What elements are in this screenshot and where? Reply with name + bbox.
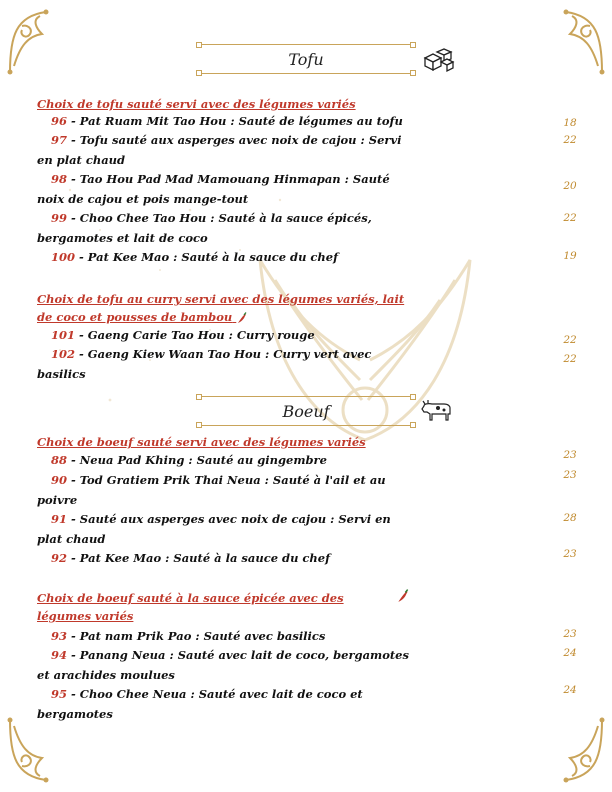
item-description: - Pat Ruam Mit Tao Hou : Sauté de légumes au tofu: [67, 114, 403, 128]
item-description: - Choo Chee Tao Hou : Sauté à la sauce épicés, bergamotes et lait de coco: [37, 211, 372, 245]
chili-pepper-icon: [396, 588, 410, 604]
menu-item: [37, 345, 417, 384]
item-description: - Tao Hou Pad Mad Mamouang Hinmapan : Sauté noix de cajou et pois mange-tout: [37, 172, 390, 206]
item-price: 22: [563, 212, 577, 224]
item-number: 93: [51, 629, 68, 643]
item-number: 100: [51, 250, 76, 264]
menu-item: [37, 471, 417, 510]
chili-pepper-icon: [236, 312, 248, 324]
menu-item: [37, 326, 417, 346]
item-number: 94: [51, 648, 68, 662]
item-price: 28: [563, 512, 577, 524]
group-heading: Choix de boeuf sauté à la sauce épicée avec des légumes variés: [37, 591, 344, 623]
item-number: 91: [51, 512, 68, 526]
cow-icon: [420, 396, 454, 424]
menu-item: [37, 685, 417, 724]
item-description: - Gaeng Carie Tao Hou : Curry rouge: [75, 328, 315, 342]
item-number: 99: [51, 211, 68, 225]
item-description: - Panang Neua : Sauté avec lait de coco, bergamotes et arachides moulues: [37, 648, 409, 682]
menu-item: [37, 209, 417, 248]
item-price: 23: [563, 469, 577, 481]
item-price: 22: [563, 353, 577, 365]
item-price: 22: [563, 134, 577, 146]
tofu-cubes-icon: [422, 46, 456, 74]
item-price: 22: [563, 334, 577, 346]
corner-ornament-icon: [536, 716, 606, 786]
group-heading: Choix de tofu sauté servi avec des légumes variés: [37, 97, 356, 111]
item-price: 18: [563, 117, 577, 129]
item-number: 102: [51, 347, 76, 361]
menu-item: [37, 248, 417, 268]
item-description: - Gaeng Kiew Waan Tao Hou : Curry vert avec basilics: [37, 347, 372, 381]
corner-ornament-icon: [536, 6, 606, 76]
section-header-boeuf: [196, 394, 416, 428]
item-number: 101: [51, 328, 76, 342]
item-price: 24: [563, 647, 577, 659]
item-price: 23: [563, 548, 577, 560]
item-description: - Sauté aux asperges avec noix de cajou : Servi en plat chaud: [37, 512, 391, 546]
item-number: 92: [51, 551, 68, 565]
menu-item: [37, 112, 417, 132]
item-price: 20: [563, 180, 577, 192]
item-price: 19: [563, 250, 577, 262]
item-description: - Pat Kee Mao : Sauté à la sauce du chef: [67, 551, 331, 565]
corner-ornament-icon: [6, 716, 76, 786]
corner-ornament-icon: [6, 6, 76, 76]
menu-item: [37, 549, 417, 569]
item-price: 23: [563, 449, 577, 461]
item-number: 88: [51, 453, 68, 467]
section-title: Tofu: [288, 50, 324, 69]
item-description: - Pat Kee Mao : Sauté à la sauce du chef: [75, 250, 339, 264]
item-number: 90: [51, 473, 68, 487]
menu-item: [37, 170, 417, 209]
group-heading-text: Choix de tofu au curry servi avec des légumes variés, lait de coco et pousses de bambou: [37, 292, 405, 324]
item-number: 95: [51, 687, 68, 701]
item-number: 97: [51, 133, 68, 147]
menu-item: [37, 510, 417, 549]
menu-item: [37, 627, 417, 647]
item-description: - Tod Gratiem Prik Thai Neua : Sauté à l'ail et au poivre: [37, 473, 386, 507]
section-header-tofu: [196, 42, 416, 76]
group-heading: Choix de boeuf sauté servi avec des légumes variés: [37, 435, 366, 449]
section-title: Boeuf: [282, 402, 330, 421]
group-heading: [37, 290, 417, 326]
item-description: - Neua Pad Khing : Sauté au gingembre: [67, 453, 327, 467]
item-price: 23: [563, 628, 577, 640]
item-number: 98: [51, 172, 68, 186]
item-description: - Pat nam Prik Pao : Sauté avec basilics: [67, 629, 326, 643]
item-price: 24: [563, 684, 577, 696]
item-description: - Choo Chee Neua : Sauté avec lait de coco et bergamotes: [37, 687, 363, 721]
menu-item: [37, 646, 417, 685]
item-description: - Tofu sauté aux asperges avec noix de cajou : Servi en plat chaud: [37, 133, 402, 167]
menu-item: [37, 131, 417, 170]
item-number: 96: [51, 114, 68, 128]
menu-item: [37, 451, 417, 471]
